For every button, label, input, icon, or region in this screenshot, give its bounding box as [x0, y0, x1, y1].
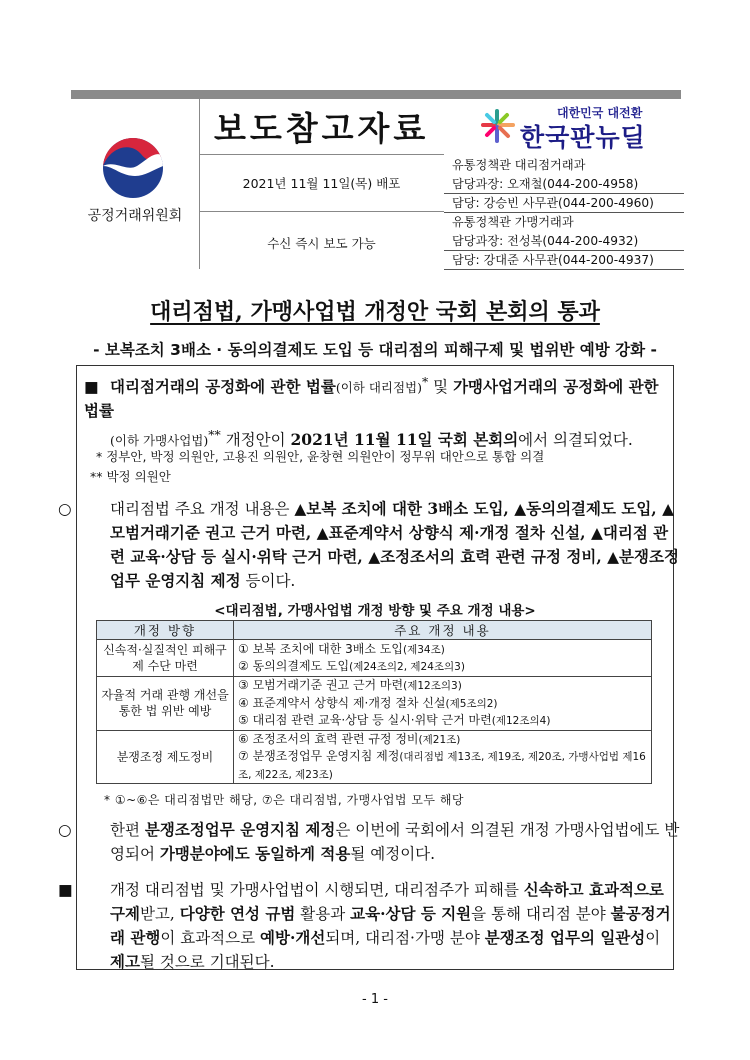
- release-note: 수신 즉시 보도 가능: [267, 236, 376, 251]
- circle-bullet-icon: ○: [58, 821, 72, 839]
- table-header-row: [97, 621, 652, 640]
- contact-dept: 유통정책관 가맹거래과: [452, 215, 574, 229]
- table-row: [97, 677, 652, 731]
- text: 을 통해 대리점 분야: [471, 905, 611, 923]
- doc-type-title: 보도참고자료: [214, 109, 430, 148]
- paragraph-2: [58, 497, 680, 593]
- key-point: 다양한 연성 규범: [179, 904, 296, 923]
- key-point: 교육·상담 등 지원: [350, 904, 472, 923]
- item-article: (제12조의4): [491, 715, 551, 727]
- key-point: 가맹분야에도 동일하게 적용: [159, 844, 351, 863]
- item-article: (대리점법 제13조, 제19조, 제20조, 가맹사업법 제16조, 제22조, 제23조): [238, 751, 646, 781]
- taegeuk-emblem-icon: [101, 136, 165, 200]
- circle-bullet-icon: ○: [58, 500, 72, 518]
- item-text: ③ 모범거래기준 권고 근거 마련: [238, 678, 404, 692]
- items-cell: [234, 730, 652, 784]
- square-bullet-icon: ■: [84, 378, 99, 397]
- item-article: (제34조): [402, 643, 445, 656]
- column-header: 개정 방향: [97, 621, 234, 640]
- header-rule: [199, 211, 444, 212]
- square-bullet-icon: ■: [58, 881, 73, 899]
- key-point: 신속하고 효과적으로 구제: [110, 880, 664, 923]
- item-text: ④ 표준계약서 상향식 제·개정 절차 신설: [238, 695, 446, 710]
- header-top-bar: [71, 90, 681, 99]
- key-point: 분쟁조정 업무의 일관성: [484, 928, 646, 947]
- text: 되며, 대리점·가맹 분야: [325, 929, 485, 947]
- date-text: 2021년 11월 11일 국회 본회의: [290, 430, 519, 450]
- items-cell: [234, 677, 652, 731]
- text: 대리점법 주요 개정 내용은: [110, 500, 295, 518]
- text: 될 것으로 기대된다.: [139, 953, 275, 971]
- text: 이: [645, 929, 661, 947]
- header-rule: [199, 154, 444, 155]
- subtitle: - 보복조치 3배소 · 동의의결제도 도입 등 대리점의 피해구제 및 법위반 예방 강화 -: [93, 341, 657, 359]
- key-points: ▲보복 조치에 대한 3배소 도입, ▲동의의결제도 도입, ▲모범거래기준 권고 근거 마련, ▲표준계약서 상향식 제·개정 절차 신설, ▲대리점 관련 교육·상담 등 실시·위탁 근거 마련, ▲조정조서의 효력 관련 규정 정비, ▲분쟁조정업무 운영지침 제정: [110, 499, 679, 590]
- table-caption: <대리점법, 가맹사업법 개정 방향 및 주요 개정 내용>: [214, 603, 536, 619]
- text: 활용과: [295, 905, 351, 923]
- item-text: ① 보복 조치에 대한 3배소 도입: [238, 641, 403, 656]
- category-cell: 분쟁조정 제도정비: [97, 730, 234, 784]
- item-text: ② 동의의결제도 도입: [238, 659, 350, 673]
- main-title: 대리점법, 가맹사업법 개정안 국회 본회의 통과: [150, 299, 600, 325]
- item-article: (제5조의2): [445, 697, 498, 710]
- text: 등이다.: [240, 572, 296, 590]
- category-cell: 신속적·실질적인 피해구제 수단 마련: [97, 640, 234, 677]
- footnote-1: * 정부안, 박정 의원안, 고용진 의원안, 윤창현 의원안이 정무위 대안으로 통합 의결: [96, 449, 545, 464]
- reform-table: [96, 620, 652, 784]
- item-article: (제12조의3): [403, 680, 462, 692]
- contact-line: 담당과장: 전성복(044-200-4932): [444, 231, 684, 251]
- table-row: [97, 730, 652, 784]
- key-point: 불공정거래 관행: [110, 904, 671, 947]
- text: 은 이번에 국회에서 의결된 개정 가맹사업법에도 반영되어: [110, 821, 680, 863]
- text: 및: [428, 378, 454, 397]
- column-header: 주요 개정 내용: [234, 621, 652, 640]
- text: 받고,: [139, 905, 180, 923]
- paragraph-3: [58, 818, 680, 866]
- text: 한편: [110, 821, 145, 839]
- key-point: 분쟁조정업무 운영지침 제정: [144, 820, 336, 839]
- text: 될 예정이다.: [350, 845, 436, 863]
- abbrev-note: (이하 가맹사업법): [110, 433, 209, 449]
- page-number: - 1 -: [362, 992, 388, 1007]
- law-name: 대리점거래의 공정화에 관한 법률: [110, 377, 336, 397]
- law-name: 가맹사업거래의 공정화에 관한 법률: [84, 377, 659, 421]
- item-text: ⑦ 분쟁조정업무 운영지침 제정: [238, 749, 400, 763]
- item-text: ⑥ 조정조서의 효력 관련 규정 정비: [238, 731, 419, 746]
- item-article: (제24조의2, 제24조의3): [349, 661, 465, 673]
- contact-line: 담당: 강대준 사무관(044-200-4937): [444, 250, 684, 270]
- items-cell: [234, 640, 652, 677]
- brand-subtitle: 대한민국 대전환: [557, 106, 643, 120]
- text: 에서 의결되었다.: [518, 431, 633, 450]
- text: 이 효과적으로: [160, 929, 261, 947]
- item-article: (제21조): [418, 733, 461, 746]
- table-row: [97, 640, 652, 677]
- text: 개정안이: [220, 431, 291, 450]
- brand-name: 한국판뉴딜: [520, 123, 646, 152]
- category-cell: 자율적 거래 관행 개선을 통한 법 위반 예방: [97, 677, 234, 731]
- abbrev-note: (이하 대리점법): [335, 380, 422, 396]
- item-text: ⑤ 대리점 관련 교육·상담 등 실시·위탁 근거 마련: [238, 713, 492, 727]
- contact-line: 담당과장: 오재철(044-200-4958): [444, 174, 684, 194]
- text: 개정 대리점법 및 가맹사업법이 시행되면, 대리점주가 피해를: [110, 881, 524, 899]
- contact-dept: 유통정책관 대리점거래과: [452, 158, 586, 172]
- org-name: 공정거래위원회: [87, 208, 183, 224]
- footnote-2: ** 박정 의원안: [90, 469, 171, 484]
- table-note: * ①~⑥은 대리점법만 해당, ⑦은 대리점법, 가맹사업법 모두 해당: [104, 793, 464, 807]
- paragraph-1: ■ 대리점거래의 공정화에 관한 법률(이하 대리점법)* 및 가맹사업거래의 공정화에 관한 법률 (이하 가맹사업법)** 개정안이 2021년 11월 11일 국회 본회의에서 의결되었다.: [84, 374, 659, 450]
- key-point: 예방·개선: [260, 928, 326, 947]
- key-point: 제고: [110, 952, 140, 971]
- paragraph-4: [58, 878, 680, 974]
- contact-line: 담당: 강승빈 사무관(044-200-4960): [444, 193, 684, 213]
- distribution-date: 2021년 11월 11일(목) 배포: [242, 176, 401, 191]
